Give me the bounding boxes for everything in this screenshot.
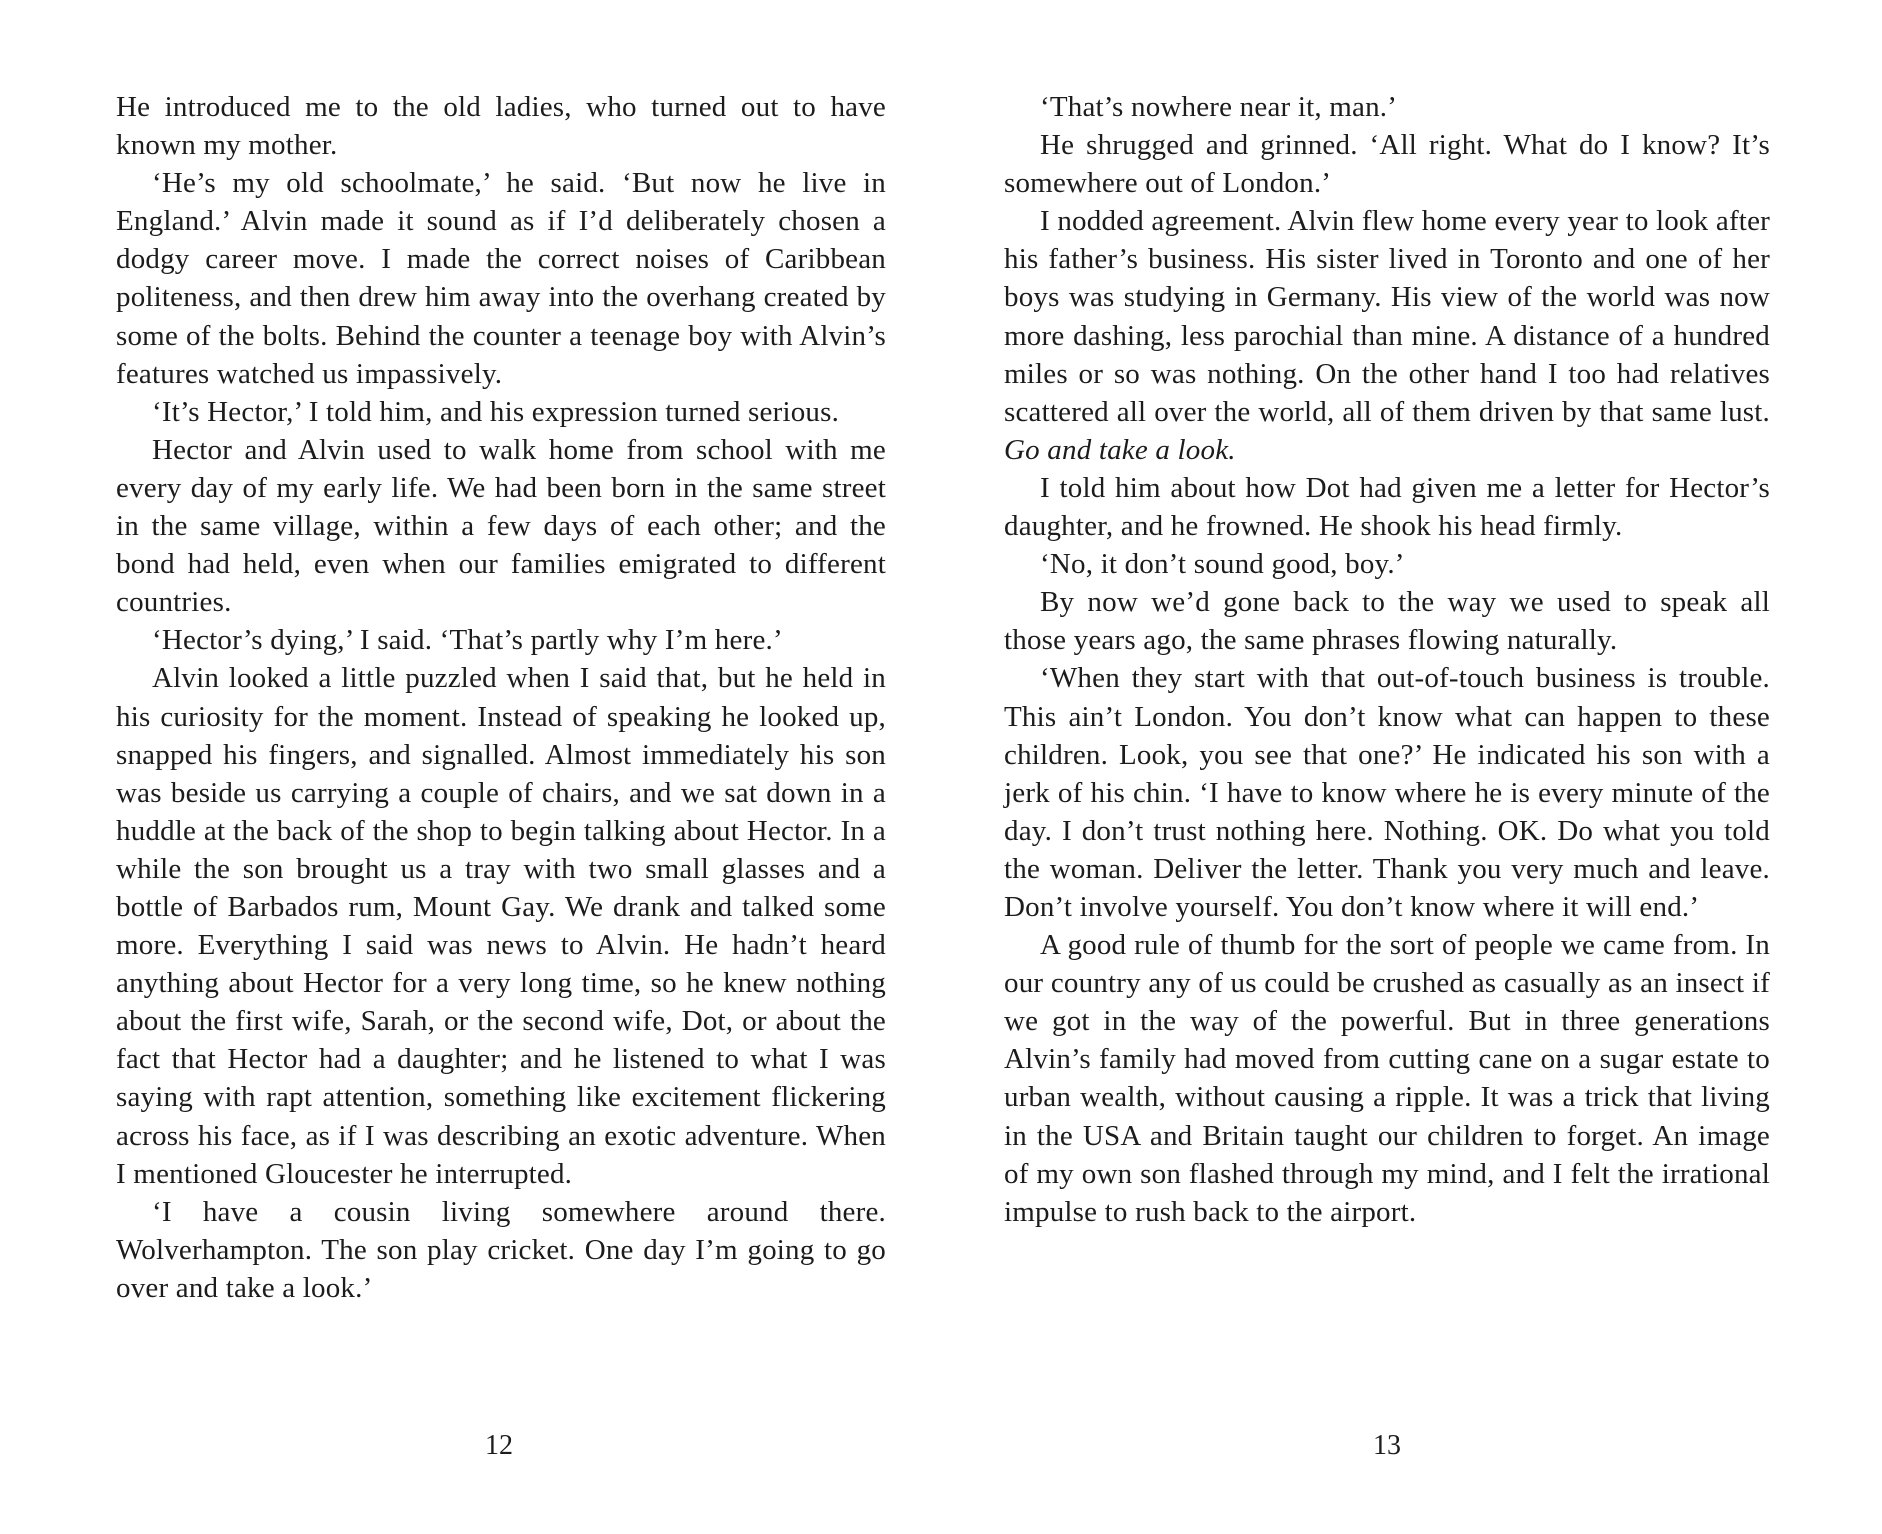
paragraph: ‘I have a cousin living somewhere around there. Wolverhampton. The son play cricket. One day I’m going to go over and take a look.’	[116, 1195, 886, 1304]
page-number: 13	[1373, 1430, 1401, 1461]
right-page	[1004, 88, 1770, 1231]
page-number: 12	[485, 1430, 513, 1461]
paragraph: ‘Hector’s dying,’ I said. ‘That’s partly why I’m here.’	[152, 624, 783, 657]
paragraph: A good rule of thumb for the sort of people we came from. In our country any of us could be crushed as casually as an insect if we got in the way of the powerful. But in three generations Alvin’s family had moved from cutting cane on a sugar estate to urban wealth, without causing a ripple. It was a trick that living in the USA and Britain taught our children to forget. An image of my own son flashed through my mind, and I felt the irrational impulse to rush back to the airport.	[1004, 929, 1770, 1228]
paragraph-text: I nodded agreement. Alvin flew home every year to look after his father’s business. His sister lived in Toronto and one of her boys was studying in Germany. His view of the world was now more dashing, less parochial than mine. A distance of a hundred miles or so was nothing. On the other hand I too had relatives scattered all over the world, all of them driven by that same lust.	[1004, 205, 1770, 428]
paragraph	[1004, 202, 1770, 469]
paragraph: ‘It’s Hector,’ I told him, and his expression turned serious.	[152, 395, 840, 428]
paragraph: ‘He’s my old schoolmate,’ he said. ‘But now he live in England.’ Alvin made it sound as if I’d deliberately chosen a dodgy career move. I made the correct noises of Caribbean politeness, and then drew him away into the overhang created by some of the bolts. Behind the counter a teenage boy with Alvin’s features watched us impassively.	[116, 167, 886, 390]
paragraph: He introduced me to the old ladies, who turned out to have known my mother.	[116, 91, 886, 162]
left-page	[116, 88, 886, 1307]
paragraph: By now we’d gone back to the way we used to speak all those years ago, the same phrases flowing naturally.	[1004, 586, 1770, 657]
paragraph: ‘When they start with that out-of-touch business is trouble. This ain’t London. You don’t know what can happen to these children. Look, you see that one?’ He indicated his son with a jerk of his chin. ‘I have to know where he is every minute of the day. I don’t trust nothing here. Nothing. OK. Do what you told the woman. Deliver the letter. Thank you very much and leave. Don’t involve yourself. You don’t know where it will end.’	[1004, 662, 1770, 923]
paragraph: ‘No, it don’t sound good, boy.’	[1040, 548, 1405, 581]
paragraph: ‘That’s nowhere near it, man.’	[1040, 91, 1398, 123]
paragraph: He shrugged and grinned. ‘All right. What do I know? It’s somewhere out of London.’	[1004, 129, 1770, 200]
paragraph: Alvin looked a little puzzled when I said that, but he held in his curiosity for the moment. Instead of speaking he looked up, snapped his fingers, and signalled. Almost immediately his son was beside us carrying a couple of chairs, and we sat down in a huddle at the back of the shop to begin talking about Hector. In a while the son brought us a tray with two small glasses and a bottle of Barbados rum, Mount Gay. We drank and talked some more. Everything I said was news to Alvin. He hadn’t heard anything about Hector for a very long time, so he knew nothing about the first wife, Sarah, or the second wife, Dot, or about the fact that Hector had a daughter; and he listened to what I was saying with rapt attention, something like excitement flickering across his face, as if I was describing an exotic adventure. When I mentioned Gloucester he interrupted.	[116, 662, 886, 1190]
paragraph: Hector and Alvin used to walk home from school with me every day of my early life. We had been born in the same street in the same village, within a few days of each other; and the bond had held, even when our families emigrated to different countries.	[116, 433, 886, 619]
paragraph: I told him about how Dot had given me a letter for Hector’s daughter, and he frowned. He shook his head firmly.	[1004, 471, 1770, 543]
italic-phrase: Go and take a look.	[1004, 433, 1236, 466]
